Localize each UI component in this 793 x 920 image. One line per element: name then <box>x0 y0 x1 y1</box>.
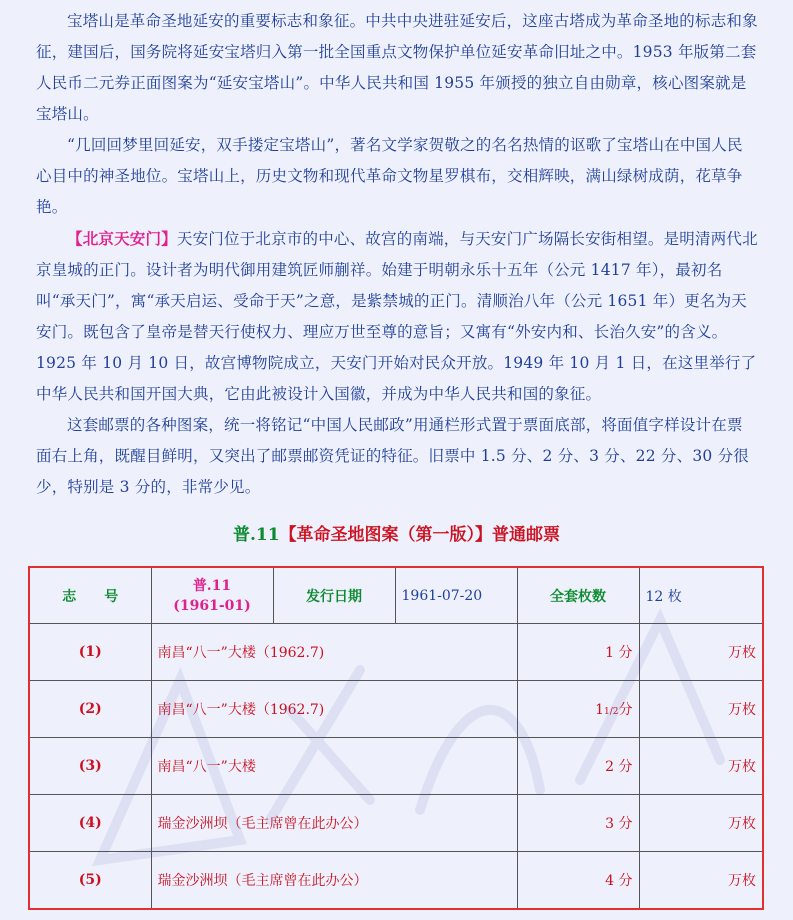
paragraph-stamp-design: 这套邮票的各种图案，统一将铭记“中国人民邮政”用通栏形式置于票面底部，将面值字样设计在票面右上角，既醒目鲜明，又突出了邮票邮资凭证的特征。旧票中 1.5 分、2 分、3 分、22 分、30 分很少，特别是 3 分的，非常少见。 <box>36 416 749 496</box>
stamp-table <box>28 566 764 910</box>
table-row <box>29 681 763 738</box>
stamp-set-code: 普.11 <box>232 525 280 545</box>
table-row <box>29 624 763 681</box>
set-count: 12 枚 <box>639 567 763 624</box>
paragraph-tiananmen-text: 天安门位于北京市的中心、故宫的南端，与天安门广场隔长安街相望。是明清两代北京皇城的正门。设计者为明代御用建筑匠师蒯祥。始建于明朝永乐十五年（公元 1417 年），最初名叫“承天门”，寓“承天启运、受命于天”之意，是紫禁城的正门。清顺治八年（公元 1651 年）更名为天安门。既包含了皇帝是替天行使权力、理应万世至尊的意旨；又寓有“外安内和、长治久安”的含义。1925 年 10 月 10 日，故宫博物院成立，天安门开始对民众开放。1949 年 10 月 1 日，在这里举行了中华人民共和国开国大典，它由此被设计入国徽，并成为中华人民共和国的象征。 <box>36 230 758 403</box>
stamp-name: 南昌“八一”大楼 <box>151 738 517 795</box>
stamp-value: 1 分 <box>517 624 639 681</box>
issue-date: 1961-07-20 <box>395 567 517 624</box>
stamp-name: 南昌“八一”大楼（1962.7) <box>151 681 517 738</box>
stamp-quantity: 万枚 <box>639 624 763 681</box>
paragraph-tiananmen <box>36 223 758 410</box>
table-row <box>29 738 763 795</box>
stamp-value: 3 分 <box>517 795 639 852</box>
stamp-value: 11/2分 <box>517 681 639 738</box>
paragraph-baota: 宝塔山是革命圣地延安的重要标志和象征。中共中央进驻延安后，这座古塔成为革命圣地的标志和象征，建国后，国务院将延安宝塔归入第一批全国重点文物保护单位延安革命旧址之中。1953 年版第二套人民币二元券正面图案为“延安宝塔山”。中华人民共和国 1955 年颁授的独立自由勋章，核心图案就是宝塔山。 <box>36 12 758 123</box>
stamp-name: 南昌“八一”大楼（1962.7) <box>151 624 517 681</box>
stamp-code: 普.11 (1961-01) <box>151 567 273 624</box>
label-code: 志 号 <box>29 567 151 624</box>
stamp-set-title <box>0 520 793 545</box>
stamp-quantity: 万枚 <box>639 681 763 738</box>
stamp-name: 瑞金沙洲坝（毛主席曾在此办公） <box>151 795 517 852</box>
row-number: (4) <box>29 795 151 852</box>
row-number: (5) <box>29 852 151 910</box>
row-number: (3) <box>29 738 151 795</box>
section-heading-tiananmen: 【北京天安门】 <box>67 229 177 248</box>
stamp-set-name: 【革命圣地图案（第一版）】普通邮票 <box>279 525 561 545</box>
stamp-value: 4 分 <box>517 852 639 910</box>
stamp-name: 瑞金沙洲坝（毛主席曾在此办公） <box>151 852 517 910</box>
stamp-quantity: 万枚 <box>639 852 763 910</box>
row-number: (2) <box>29 681 151 738</box>
stamp-quantity: 万枚 <box>639 738 763 795</box>
stamp-value: 2 分 <box>517 738 639 795</box>
stamp-quantity: 万枚 <box>639 795 763 852</box>
table-row <box>29 795 763 852</box>
table-header-row <box>29 567 763 624</box>
table-row <box>29 852 763 910</box>
row-number: (1) <box>29 624 151 681</box>
label-issue-date: 发行日期 <box>273 567 395 624</box>
label-set-count: 全套枚数 <box>517 567 639 624</box>
paragraph-poem: “几回回梦里回延安，双手搂定宝塔山”，著名文学家贺敬之的名名热情的讴歌了宝塔山在中国人民心目中的神圣地位。宝塔山上，历史文物和现代革命文物星罗棋布，交相辉映，满山绿树成荫，花草争艳。 <box>36 136 743 216</box>
